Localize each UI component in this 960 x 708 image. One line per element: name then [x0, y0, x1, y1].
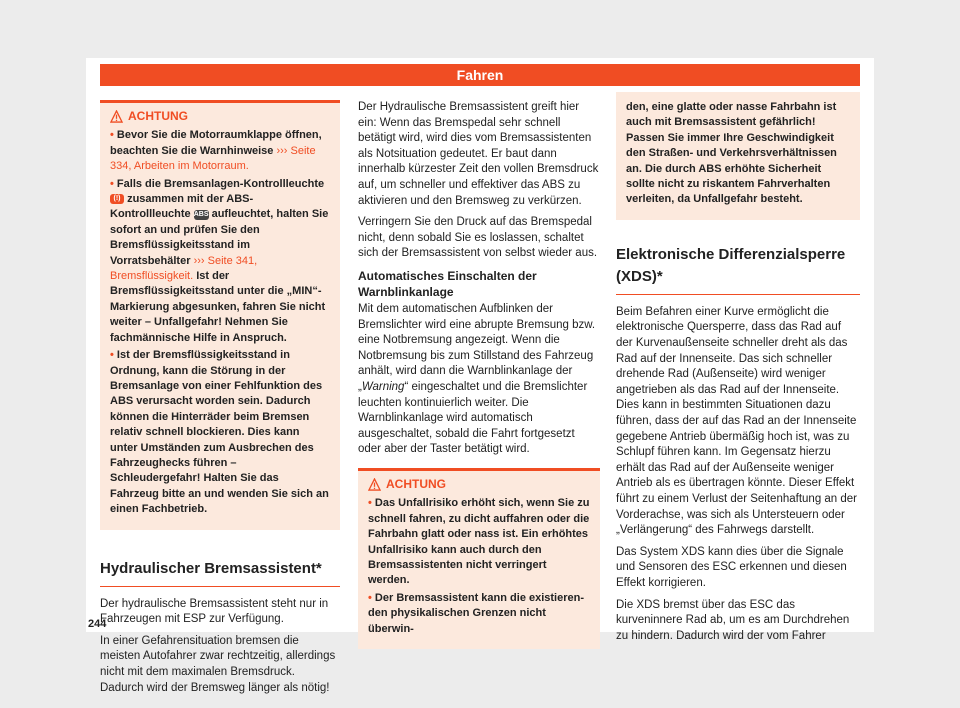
- warning-title: ACHTUNG: [128, 109, 188, 123]
- warning-item: • Ist der Bremsflüssigkeitsstand in Ordnung, kann die Störung in der Bremsanlage von einer Fehlfunktion des ABS verursacht worden sein. Dadurch können die Hinterräder beim Bremsen relativ schnell blockieren. Dies kann unter Umständen zum Ausbrechen des Fahrzeughecks führen – Schleudergefahr! Halten Sie das Fahrzeug bitte an und wenden Sie sich an einen Fachbetrieb.: [110, 349, 329, 516]
- warning-item: • Bevor Sie die Motorraumklappe öffnen, beachten Sie die Warnhinweise ››› Seite 334, Arbeiten im Motorraum.: [110, 129, 322, 173]
- paragraph: Der hydraulische Bremsassistent steht nur in Fahrzeugen mit ESP zur Verfügung.: [100, 597, 329, 626]
- page-number: 244: [88, 618, 107, 630]
- paragraph: Verringern Sie den Druck auf das Bremspedal nicht, denn sobald Sie es loslassen, schaltet sich der Bremsassistent von selbst wieder aus.: [358, 216, 598, 260]
- warning-item: den, eine glatte oder nasse Fahrbahn ist auch mit Bremsassistent gefährlich! Passen Sie immer Ihre Geschwindigkeit den Straßen- und Verkehrsverhältnissen an. Die durch ABS erhöhte Sicherheit sollte nicht zu riskantem Fahrverhalten verleiten, da Unfallgefahr besteht.: [626, 101, 837, 206]
- warning-triangle-icon: [368, 478, 381, 491]
- abs-warning-lamp-icon: ABS: [193, 210, 209, 218]
- chapter-header: Fahren: [100, 64, 860, 86]
- paragraph: Das System XDS kann dies über die Signale und Sensoren des ESC erkennen und diesen Effekt korrigieren.: [616, 545, 847, 589]
- column-3: [616, 92, 860, 650]
- section-title-brake-assist: Hydraulischer Bremsassistent*: [100, 558, 340, 587]
- warning-box-continued: [616, 92, 860, 220]
- warning-triangle-icon: [110, 110, 123, 123]
- warning-item: • Das Unfallrisiko erhöht sich, wenn Sie zu schnell fahren, zu dicht auffahren oder die Fahrbahn glatt oder nass ist. Ein erhöhtes Unfallrisiko kann auch durch den Bremsassistenten nicht verringert werden.: [368, 497, 590, 587]
- section-title-xds: Elektronische Differenzialsperre (XDS)*: [616, 244, 860, 295]
- paragraph: In einer Gefahrensituation bremsen die meisten Autofahrer zwar rechtzeitig, allerdings nicht mit dem maximalen Bremsdruck. Dadurch wird der Bremsweg länger als nötig!: [100, 634, 336, 694]
- warning-box: [100, 100, 340, 530]
- page-reference-link[interactable]: ››› Seite 341, Bremsflüssigkeit.: [110, 254, 258, 283]
- page-reference-link[interactable]: ››› Seite 334, Arbeiten im Motorraum.: [110, 144, 316, 173]
- paragraph: Mit dem automatischen Aufblinken der Bremslichter wird eine abrupte Bremsung bzw. eine Notbremsung angezeigt. Wenn die Notbremsung bis zum Stillstand des Fahrzeug anhält, wird dann die Warnblinkanlage der „Warning“ eingeschaltet und die Bremslichter leuchten kontinuierlich weiter. Die Warnblinkanlage wird automatisch ausgeschaltet, sobald die Fahrt fortgesetzt oder aber der Taster betätigt wird.: [358, 302, 596, 456]
- paragraph: Der Hydraulische Bremsassistent greift hier ein: Wenn das Bremspedal sehr schnell betätigt wird, wird dies vom Bremsassistenten als Notsituation gedeutet. Er baut dann innerhalb kürzester Zeit den vollen Bremsdruck auf, um schneller und effektiver das ABS zu aktivieren und den Bremsweg zu verkürzen.: [358, 101, 599, 207]
- column-2: [358, 100, 600, 649]
- brake-warning-lamp-icon: (!): [110, 194, 124, 204]
- paragraph: Die XDS bremst über das ESC das kurveninnere Rad ab, um es am Durchdrehen zu hindern. Dadurch wird der vom Fahrer: [616, 598, 850, 642]
- subheading-hazard-lights: Automatisches Einschalten der Warnblinkanlage: [358, 268, 537, 299]
- column-1: [100, 100, 340, 702]
- paragraph: Beim Befahren einer Kurve ermöglicht die elektronische Quersperre, dass das Rad auf der Kurvenaußenseite schneller dreht als das Rad auf der Innenseite. Das sich schneller drehende Rad (Außenseite) wird weniger angetrieben als das Rad auf der Innenseite. Dies kann in bestimmten Situationen dazu führen, dass der auf das Rad an der Innenseite gegebene Antrieb übermäßig hoch ist, was zu Schlupf führen kann. Im Gegensatz hierzu erhält das Rad auf der Außenseite weniger Antrieb als es übertragen könnte. Dieser Effekt führt zu einem Verlust der Seitenhaftung an der Vorderachse, was sich als Untersteuern oder „Verlängerung“ des Fahrwegs darstellt.: [616, 305, 858, 537]
- warning-item: • Falls die Bremsanlagen-Kontrollleuchte (!) zusammen mit der ABS-Kontrollleuchte ABS aufleuchtet, halten Sie sofort an und prüfen Sie den Bremsflüssigkeitsstand im Vorratsbehälter ››› Seite 341, Bremsflüssigkeit. Ist der Bremsflüssigkeitsstand unter die „MIN“-Markierung abgesunken, fahren Sie nicht weiter – Unfallgefahr! Nehmen Sie fachmännische Hilfe in Anspruch.: [110, 177, 329, 344]
- warning-box: [358, 468, 600, 649]
- warning-title: ACHTUNG: [386, 476, 446, 491]
- warning-item: • Der Bremsassistent kann die existieren-den physikalischen Grenzen nicht überwin-: [368, 591, 585, 635]
- warning-header: [110, 109, 330, 124]
- warning-header: [368, 477, 590, 492]
